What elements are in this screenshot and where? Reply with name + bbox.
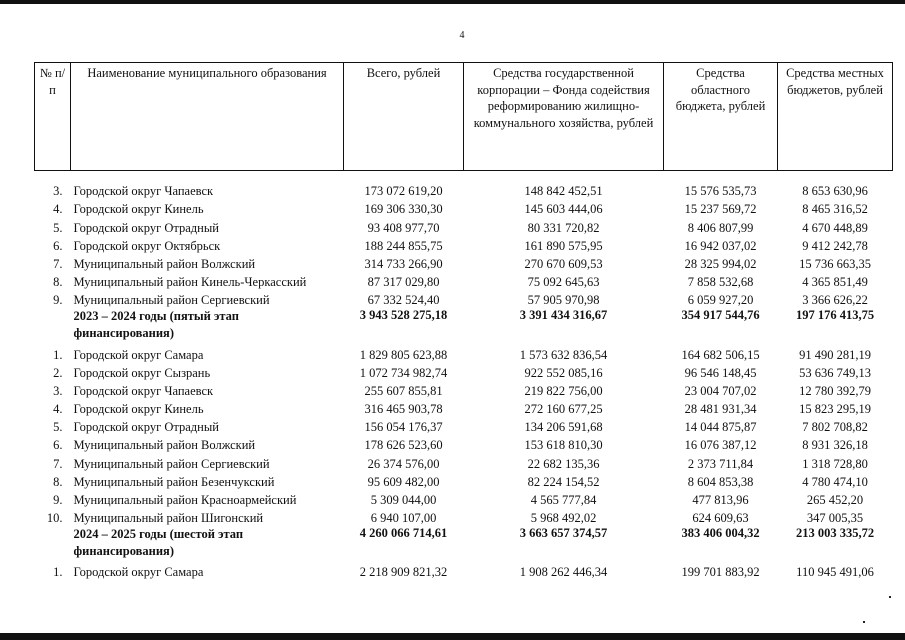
cell-num: 7. — [53, 456, 63, 471]
cell-local: 4 670 448,89 — [802, 220, 868, 235]
scan-dot — [889, 596, 891, 598]
table-row — [35, 254, 893, 272]
cell-num: 9. — [53, 293, 63, 308]
financing-table — [34, 62, 893, 580]
table-row — [35, 381, 893, 399]
cell-fund: 145 603 444,06 — [524, 202, 603, 217]
cell-name: Городской округ Чапаевск — [73, 383, 214, 398]
cell-fund: 80 331 720,82 — [527, 220, 600, 235]
cell-total: 95 609 482,00 — [367, 474, 440, 489]
cell-name: 2024 – 2025 годы (шестой этап финансирования) — [73, 527, 244, 558]
cell-fund: 4 565 777,84 — [530, 493, 597, 507]
cell-num: 5. — [53, 420, 63, 435]
cell-local: 265 452,20 — [806, 493, 864, 507]
cell-total: 1 829 805 623,88 — [359, 347, 448, 362]
cell-name: Муниципальный район Шигонский — [73, 511, 264, 526]
cell-num: 8. — [53, 275, 63, 290]
table-row — [35, 435, 893, 453]
cell-regional: 354 917 544,76 — [681, 308, 760, 323]
cell-local: 7 802 708,82 — [802, 420, 868, 435]
cell-total: 6 940 107,00 — [370, 511, 437, 526]
cell-local: 15 736 663,35 — [799, 256, 871, 271]
cell-fund: 219 822 756,00 — [524, 383, 603, 398]
cell-name: Муниципальный район Сергиевский — [73, 293, 270, 308]
cell-local: 91 490 281,19 — [799, 347, 871, 362]
cell-total: 4 260 066 714,61 — [359, 526, 448, 541]
header-gap-row — [35, 171, 893, 182]
table-row — [35, 472, 893, 490]
table-row — [35, 417, 893, 435]
cell-local: 53 636 749,13 — [799, 365, 871, 380]
cell-regional: 28 481 931,34 — [684, 402, 757, 417]
cell-fund: 82 224 154,52 — [527, 474, 600, 489]
cell-num: 2. — [53, 365, 63, 380]
cell-total: 93 408 977,70 — [367, 220, 440, 235]
cell-name: Городской округ Самара — [73, 347, 204, 362]
cell-name: Муниципальный район Кинель-Черкасский — [73, 275, 307, 290]
cell-total: 314 733 266,90 — [364, 256, 443, 271]
cell-local: 347 005,35 — [806, 511, 864, 526]
cell-total: 156 054 176,37 — [364, 420, 443, 435]
cell-num: 9. — [53, 493, 63, 507]
cell-name: Муниципальный район Красноармейский — [73, 493, 297, 507]
table-row — [35, 236, 893, 254]
table-row — [35, 344, 893, 362]
cell-regional: 15 576 535,73 — [684, 184, 757, 199]
cell-regional: 28 325 994,02 — [684, 256, 757, 271]
table-row — [35, 490, 893, 508]
cell-regional: 23 004 707,02 — [684, 383, 757, 398]
cell-regional: 96 546 148,45 — [684, 365, 757, 380]
cell-fund: 134 206 591,68 — [524, 420, 603, 435]
cell-num: 4. — [53, 202, 63, 217]
cell-name: Муниципальный район Сергиевский — [73, 456, 270, 471]
header-num: № п/п — [35, 63, 71, 171]
cell-num: 3. — [53, 383, 63, 398]
cell-name: Городской округ Отрадный — [73, 420, 219, 435]
cell-total: 87 317 029,80 — [367, 275, 440, 290]
cell-num: 8. — [53, 474, 63, 489]
table-row — [35, 453, 893, 471]
cell-local: 3 366 626,22 — [802, 293, 868, 308]
cell-name: Городской округ Кинель — [73, 202, 204, 217]
cell-total: 255 607 855,81 — [364, 383, 443, 398]
table-row — [35, 199, 893, 217]
cell-local: 4 780 474,10 — [802, 474, 868, 489]
cell-fund: 57 905 970,98 — [527, 293, 600, 308]
table-row — [35, 217, 893, 235]
cell-regional: 14 044 875,87 — [684, 420, 757, 435]
cell-regional: 7 858 532,68 — [687, 275, 754, 290]
cell-local: 4 365 851,49 — [802, 275, 868, 290]
cell-name: Муниципальный район Волжский — [73, 256, 256, 271]
cell-regional: 16 942 037,02 — [684, 238, 757, 253]
cell-name: Муниципальный район Волжский — [73, 438, 256, 453]
cell-total: 173 072 619,20 — [364, 184, 443, 199]
cell-num: 4. — [53, 402, 63, 417]
bottom-border — [0, 633, 905, 640]
cell-total: 188 244 855,75 — [364, 238, 443, 253]
cell-total: 2 218 909 821,32 — [359, 565, 448, 580]
header-local: Средства местных бюджетов, рублей — [778, 63, 893, 171]
cell-name: Городской округ Чапаевск — [73, 184, 214, 199]
cell-fund: 161 890 575,95 — [524, 238, 603, 253]
page-number: 4 — [459, 30, 465, 41]
cell-name: Городской округ Отрадный — [73, 220, 219, 235]
cell-num: 5. — [53, 220, 63, 235]
cell-num: 3. — [53, 184, 63, 199]
cell-name: Городской округ Самара — [73, 565, 204, 580]
cell-regional: 624 609,63 — [692, 511, 749, 526]
cell-fund: 1 908 262 446,34 — [519, 565, 608, 580]
cell-total: 178 626 523,60 — [364, 438, 443, 453]
cell-total: 26 374 576,00 — [367, 456, 440, 471]
cell-local: 1 318 728,80 — [802, 456, 868, 471]
cell-num: 1. — [53, 347, 63, 362]
header-fund: Средства государственной корпорации – Фонда содействия реформированию жилищно-коммунального хозяйства, рублей — [464, 63, 664, 171]
table-row — [35, 399, 893, 417]
cell-fund: 3 391 434 316,67 — [519, 308, 608, 323]
cell-local: 12 780 392,79 — [799, 383, 871, 398]
cell-name: Городской округ Кинель — [73, 402, 204, 417]
header-total: Всего, рублей — [344, 63, 464, 171]
cell-regional: 199 701 883,92 — [681, 565, 760, 580]
cell-regional: 477 813,96 — [692, 493, 749, 507]
cell-fund: 75 092 645,63 — [527, 275, 600, 290]
header-regional: Средства областного бюджета, рублей — [664, 63, 778, 171]
cell-local: 110 945 491,06 — [796, 565, 874, 580]
cell-fund: 5 968 492,02 — [530, 511, 597, 526]
cell-fund: 270 670 609,53 — [524, 256, 603, 271]
cell-local: 197 176 413,75 — [795, 308, 875, 323]
cell-local: 213 003 335,72 — [795, 526, 875, 541]
cell-total: 316 465 903,78 — [364, 402, 443, 417]
cell-num: 6. — [53, 238, 63, 253]
cell-name: Городской округ Октябрьск — [73, 238, 221, 253]
cell-fund: 148 842 452,51 — [524, 184, 603, 199]
cell-regional: 164 682 506,15 — [681, 347, 760, 362]
period-total-row — [35, 526, 893, 562]
cell-fund: 272 160 677,25 — [524, 402, 603, 417]
cell-local: 8 653 630,96 — [802, 184, 868, 199]
top-border — [0, 0, 905, 4]
cell-num: 10. — [46, 511, 63, 526]
cell-regional: 8 604 853,38 — [687, 474, 754, 489]
cell-total: 169 306 330,30 — [364, 202, 443, 217]
cell-regional: 2 373 711,84 — [687, 456, 754, 471]
header-name: Наименование муниципального образования — [71, 63, 344, 171]
cell-regional: 8 406 807,99 — [687, 220, 754, 235]
cell-num: 1. — [53, 565, 63, 580]
cell-name: Муниципальный район Безенчукский — [73, 474, 275, 489]
table-row — [35, 363, 893, 381]
cell-local: 9 412 242,78 — [802, 238, 868, 253]
cell-total: 67 332 524,40 — [367, 293, 440, 308]
table-body — [35, 171, 893, 581]
cell-name: Городской округ Сызрань — [73, 365, 211, 380]
cell-num — [35, 308, 71, 344]
cell-fund: 22 682 135,36 — [527, 456, 600, 471]
cell-total: 3 943 528 275,18 — [359, 308, 448, 323]
cell-total: 1 072 734 982,74 — [359, 365, 448, 380]
cell-fund: 922 552 085,16 — [524, 365, 603, 380]
cell-num: 6. — [53, 438, 63, 453]
cell-local: 15 823 295,19 — [799, 402, 871, 417]
cell-total: 5 309 044,00 — [370, 493, 437, 507]
table-row — [35, 181, 893, 199]
cell-regional: 16 076 387,12 — [684, 438, 757, 453]
cell-fund: 3 663 657 374,57 — [519, 526, 608, 541]
scan-dot — [863, 621, 865, 623]
cell-regional: 15 237 569,72 — [684, 202, 757, 217]
table-header-row — [35, 63, 893, 171]
cell-local: 8 465 316,52 — [802, 202, 868, 217]
table-row — [35, 508, 893, 526]
cell-regional: 6 059 927,20 — [687, 293, 754, 308]
cell-num: 7. — [53, 256, 63, 271]
period-total-row — [35, 308, 893, 344]
cell-name: 2023 – 2024 годы (пятый этап финансирования) — [73, 309, 239, 340]
cell-local: 8 931 326,18 — [802, 438, 868, 453]
table-row — [35, 290, 893, 308]
cell-regional: 383 406 004,32 — [681, 526, 760, 541]
cell-fund: 1 573 632 836,54 — [519, 347, 608, 362]
cell-num — [35, 526, 71, 562]
table-row — [35, 272, 893, 290]
cell-fund: 153 618 810,30 — [524, 438, 603, 453]
table-row — [35, 562, 893, 580]
